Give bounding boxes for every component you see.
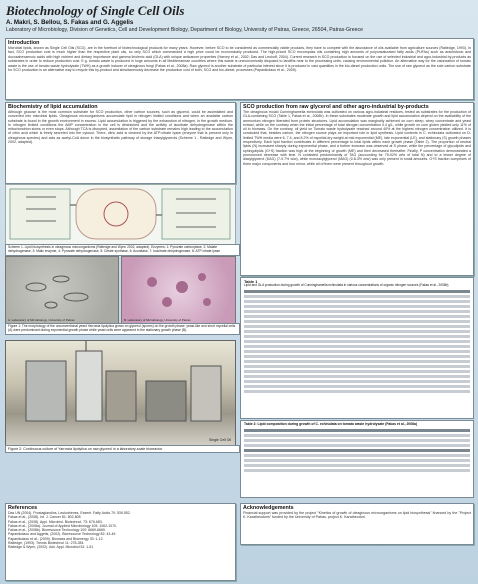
table-1 <box>240 277 474 419</box>
biochem-text: Although glucose is the most common substrate for SCO production, other carbon sources, such as glycerol, could be assimilated and converted into microbial lipids. Oleaginous microorganisms accumulate lipid in nitrogen limited conditions and when an available carbon substrate is found in the growth environment in excess. Lipid accumulation is triggered by the exhaustion of nitrogen, in the growth medium. In nitrogen limited conditions the AMP concentration in the cell is diminished and the activity of isocitrate dehydrogenase within the mitochondrion slows or even stops. Although TCA is disrupted, assimilation of the carbon substrate remains high leading to the accumulation of citric acid which is freely secreted into the cytosol. There, citric acid is cleaved by the ATP:citrate lyase (enzyme that is present only in oleaginous species) and acts as acetyl-CoA donor in the biosynthetic pathway of storage triacylglycerols (Scheme 1 - Ratledge and Wynn, 2002, adapted). <box>8 110 233 145</box>
ack-heading: Acknowledgements <box>243 505 294 511</box>
table1-note: Lipid and GLA production during growth of Cunninghamella echinulata in various concentrations of organic nitrogen sources (Fakas et al., 2008b) <box>244 283 449 287</box>
micrograph-b <box>121 256 236 324</box>
micrograph-b-label: B. Laboratory of Microbiology, University of Patras <box>124 318 191 322</box>
affiliation: Laboratory of Microbiology, Division of Genetics, Cell and Development Biology, Department of Biology, University of Patras, Greece, 26504, Patras-Greece <box>6 27 363 33</box>
micrograph-a-cells <box>6 257 118 323</box>
sco-section <box>240 102 474 276</box>
intro-text: Microbial lipids, known as Single Cell Oils (SCO), are in the forefront of biotechnological products for many years. However, before SCO to be considered as commercially viable products, they have to compete with the abundance of oils available from agriculture sources (Ratledge, 1993). In fact, SCO production cost is much higher than the respective plant oils, so only SCO which commanded a high price could be economically produced. The high-priced SCO encompass oils containing high amounts of polyunsaturated fatty acids (PUFAs) such as arachidonic and docosahexaenoic acids with high nutrient and dietary importance and gamma linolenic acid (GLA) with unique anticancer properties (Harvey et al., 2002; Das and Leukoff, 2004). Current research in SCO production is focused on the use of selected industrial and agro-industrial by-products as substrates in order to reduce production cost. E.g. tomato waste is produced in huge amounts in all Mediterranean countries where this waste is uneconomically disposed to landfills near to the processing units, causing environmental pollution. An alternative way for the valorization of tomato waste is the use of tomato waste hydrolysate (TWH) as a growth inducer of oleaginous fungi (Fakas et al., 2008a). Raw glycerol is another substrate of particular interest since it is produced in vast quantities in the bio-diesel production units. The use of raw glycerol as the sole carbon substrate for SCO production is an alternative way to recycle this by-product and simultaneously decrease the production cost of both, SCO and bio-diesel, processes (Papanikolaou et al., 2009). <box>8 46 471 73</box>
figure1-caption: Figure 1: The morphology of the unconventional yeast Yarrowia lipolytica grown on glycerol (spores) on the growth phase: yeast-like and short mycelial cells (A) were predominant during exponential growth phase while yeast cells were appeared in the stationary growth phase (B). <box>5 323 240 335</box>
ref-2: Fakas et al., (2008). Int. J. Cancer 81: 802-808 <box>8 515 81 520</box>
ref-6: Papanikolaou and Aggelis, (2002). Bioresource Technology 82: 43-49. <box>8 532 117 537</box>
ref-5: Fakas et al., (2008b). Bioresource Technology 100: 6669-6669. <box>8 528 106 533</box>
references-heading: References <box>8 505 38 511</box>
bioreactor-svg <box>6 341 235 445</box>
biochem-heading: Biochemistry of lipid accumulation <box>8 104 98 110</box>
fig2-right-label: Single Cell Oil <box>209 438 231 442</box>
ack-text: Financial support was provided by the project "Kinetics of growth of oleaginous microorganisms on lipid biosynthesis" financed by the "Project K. Karatheodoris" funded by the University of Patras, project K. Karatheodori. <box>243 511 471 520</box>
intro-section <box>5 38 474 100</box>
table1-caption: Table 1 <box>244 279 258 284</box>
figure2-caption: Figure 2: Continuous culture of Yarrowia lipolytica on raw glycerol in a laboratory-scale bioreactor <box>5 445 240 453</box>
micrograph-a-label: A. Laboratory of Microbiology, University of Patras <box>8 318 75 322</box>
ref-4: Fakas et al., (2008a). Journal of Applied Microbiology 105: 1062-1070. <box>8 523 117 528</box>
ref-7: Papanikolaou et al., (2009). Biomass and Bioenergy 33: 1-12. <box>8 536 104 541</box>
acknowledgements-section <box>240 503 474 545</box>
table2-caption: Table 2: Lipid composition during growth of C. echinulata on tomato waste hydrolysate (Fakas et al., 2008a) <box>244 422 418 426</box>
scheme-caption: Scheme 1. Lipid biosynthesis in oleaginous microorganisms (Ratledge and Wynn 2002, adapted). Enzymes: 1: Pyruvate carboxylase, 2: Malate dehydrogenase, 3: Malic enzyme, 4: Pyruvate dehydrogenase, 5: Citrate synthase, 6: Aconitase, 7: Isocitrate dehydrogenase, 8: ATP citrate lyase <box>5 244 240 256</box>
ref-8: Ratledge, (1993). Trends Biotechnol 11: 278-284. <box>8 541 85 546</box>
micrograph-a <box>5 256 119 324</box>
table-2 <box>240 420 474 498</box>
scheme-svg <box>6 185 235 245</box>
biochem-section <box>5 102 236 184</box>
authors: A. Makri, S. Bellou, S. Fakas and G. Aggelis <box>6 19 134 26</box>
sco-text: The oleaginous mould Cunninghamella echinulata was cultivated on various agro-industrial residues, tested as substrates for the production of GLA-containing SCO (Table 1, Fakas et al., 2008b). In these substrates moderate growth and lipid accumulation depend on the availability of the ammonium nitrogen liberated from protein structures. Lipid accumulation was marginally achieved on corn steep, whey concentrate and yeast extract, while on the contrary when the initial percentage of total nitrogen concentration 0.4 g/L, while growth on corn gluten yielded only 11% of oil in biomass. On the contrary, oil yield on Tomato waste hydrolysate reached around 40% at the highest nitrogen concentration utilized. It is concluded that, besides carbon, the nitrogen source plays an important role in lipid synthesis. Lipid contents in C. echinulata cultivated on D-limited TWH media were 6, 7.4, and 8.2% of mycelial dry weight at mid exponential (ME), late exponential (LE), and stationary (S) growth phases respectively. Each lipid fraction contributes in different percentage to total lipids within each growth phase (Table 2). The proportion of neutral lipids (N) increased sharply during exponential phase, and a further increase was observed at S phase, while the percentage of glycolipids and sphingolipids (G+S) fraction was high at the beginning of growth (ME) and then decreased thereafter. Finally, P concentration demonstrated a pronounced decrease with time. N consisted predominantly of TAG (accounting for 75-92% w/w of total N) and to a lesser degree of diacylglycerol (DAG) (7-9.7% w/w), while monoacylglycerol (MAG) (0.8-3% w/w) was only present in small amounts. G+S fraction comprises of three major components and four minor, while all of them were present throughout growth. <box>243 110 471 166</box>
bioreactor-photo <box>5 340 236 446</box>
ref-9: Ratledge & Wynn, (2002). Adv. Appl. Microbiol 51: 1-51 <box>8 545 94 550</box>
sco-heading: SCO production from raw glycerol and other agro-industrial by-products <box>243 104 429 110</box>
micrograph-b-cells <box>122 257 235 323</box>
references-section <box>5 503 236 581</box>
poster-title: Biotechnology of Single Cell Oils <box>6 3 185 18</box>
ref-1: Das UN (2004). Prostaglandins, Leukotrienes, Essent. Fatty Acids 70: 539-552. <box>8 511 131 515</box>
ref-3: Fakas et al., (2008). Appl. Microbiol. Biotechnol. 73: 676-683. <box>8 519 103 524</box>
intro-heading: Introduction <box>8 40 40 46</box>
lipid-biosynthesis-scheme <box>5 184 236 246</box>
